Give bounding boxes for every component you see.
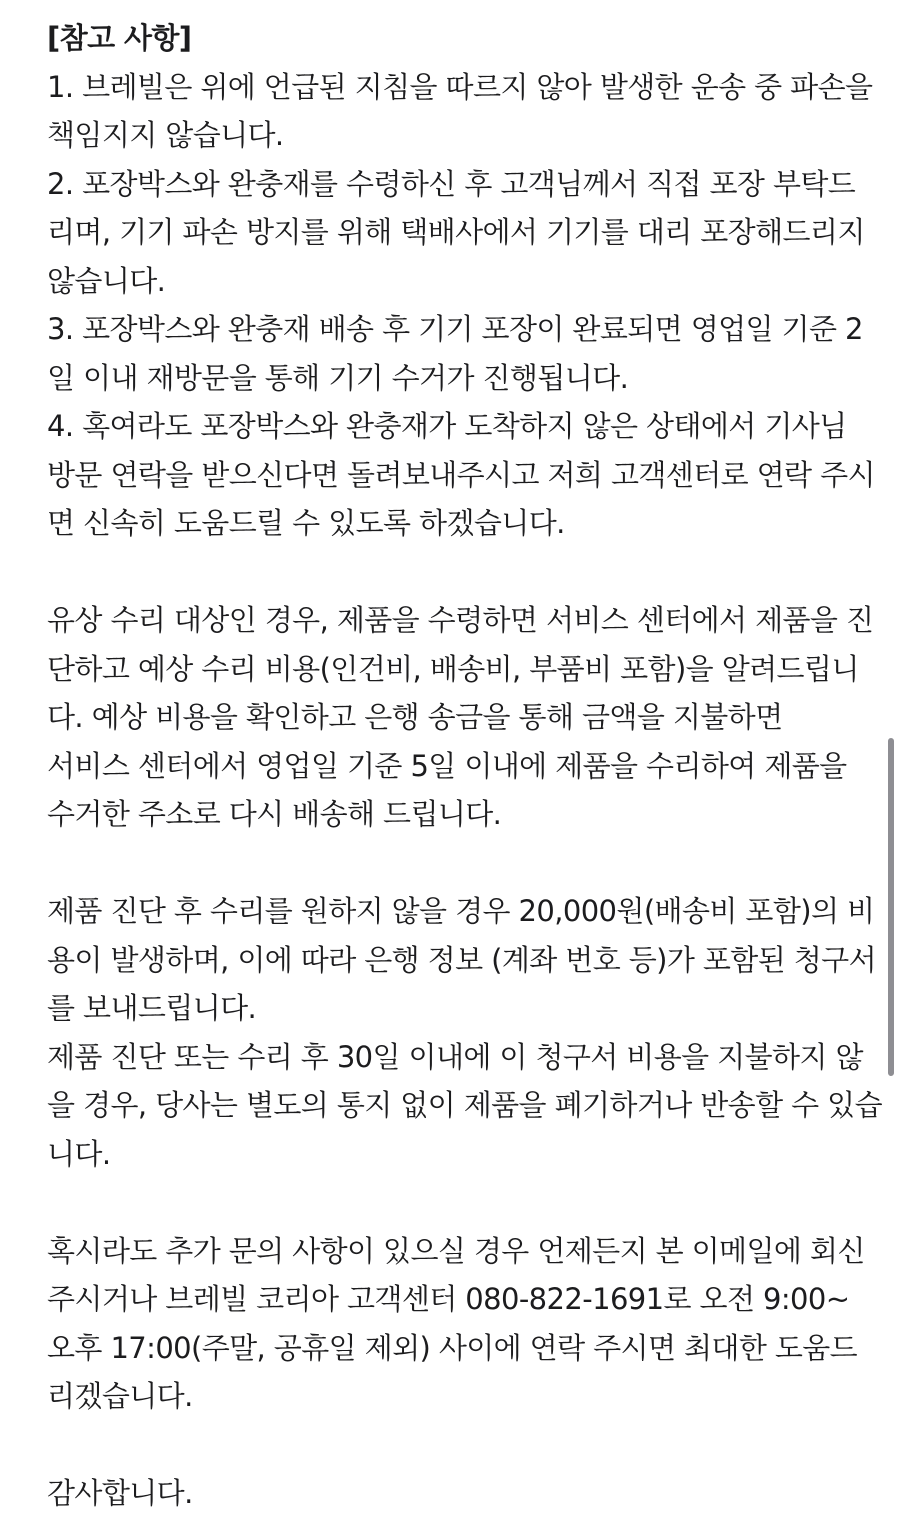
paragraph-spacer bbox=[47, 839, 857, 888]
text-line: 리며, 기기 파손 방지를 위해 택배사에서 기기를 대리 포장해드리지 bbox=[47, 215, 865, 249]
text-line: 을 경우, 당사는 별도의 통지 없이 제품을 폐기하거나 반송할 수 있습 bbox=[47, 1088, 882, 1122]
notes-heading: [참고 사항] bbox=[47, 21, 192, 55]
scrollbar-thumb[interactable] bbox=[888, 738, 894, 1076]
note-item-2 bbox=[47, 160, 865, 306]
closing-text: 감사합니다. bbox=[47, 1476, 193, 1510]
text-line: 유상 수리 대상인 경우, 제품을 수령하면 서비스 센터에서 제품을 진 bbox=[47, 603, 874, 637]
notes-section bbox=[47, 14, 875, 548]
text-line: 오후 17:00(주말, 공휴일 제외) 사이에 연락 주시면 최대한 도움드 bbox=[47, 1330, 858, 1365]
note-item-1 bbox=[47, 63, 873, 160]
text-line: 리겠습니다. bbox=[47, 1379, 193, 1413]
text-line: 1. 브레빌은 위에 언급된 지침을 따르지 않아 발생한 운송 중 파손을 bbox=[47, 69, 873, 104]
text-line: 서비스 센터에서 영업일 기준 5일 이내에 제품을 수리하여 제품을 bbox=[47, 748, 847, 783]
text-line: 면 신속히 도움드릴 수 있도록 하겠습니다. bbox=[47, 506, 565, 540]
text-line: 책임지지 않습니다. bbox=[47, 118, 284, 152]
text-line: 3. 포장박스와 완충재 배송 후 기기 포장이 완료되면 영업일 기준 2 bbox=[47, 312, 863, 346]
paid-repair-paragraph bbox=[47, 596, 874, 839]
text-line: 2. 포장박스와 완충재를 수령하신 후 고객님께서 직접 포장 부탁드 bbox=[47, 166, 856, 201]
paragraph-spacer bbox=[47, 1178, 857, 1227]
text-line: 용이 발생하며, 이에 따라 은행 정보 (계좌 번호 등)가 포함된 청구서 bbox=[47, 942, 876, 977]
text-line: 단하고 예상 수리 비용(인건비, 배송비, 부품비 포함)을 알려드립니 bbox=[47, 651, 859, 686]
no-repair-paragraph bbox=[47, 887, 882, 1178]
email-body bbox=[47, 14, 882, 1518]
paragraph-spacer bbox=[47, 1421, 857, 1470]
text-line: 혹시라도 추가 문의 사항이 있으실 경우 언제든지 본 이메일에 회신 bbox=[47, 1233, 865, 1268]
vertical-scrollbar[interactable] bbox=[888, 0, 896, 1507]
text-line: 방문 연락을 받으신다면 돌려보내주시고 저희 고객센터로 연락 주시 bbox=[47, 457, 875, 492]
contact-paragraph bbox=[47, 1227, 865, 1421]
text-line: 않습니다. bbox=[47, 263, 166, 298]
note-item-4 bbox=[47, 402, 875, 548]
paragraph-spacer bbox=[47, 548, 857, 597]
text-line: 다. 예상 비용을 확인하고 은행 송금을 통해 금액을 지불하면 bbox=[47, 700, 783, 734]
text-line: 제품 진단 후 수리를 원하지 않을 경우 20,000원(배송비 포함)의 비 bbox=[47, 894, 875, 928]
text-line: 제품 진단 또는 수리 후 30일 이내에 이 청구서 비용을 지불하지 않 bbox=[47, 1039, 863, 1074]
text-line: 4. 혹여라도 포장박스와 완충재가 도착하지 않은 상태에서 기사님 bbox=[47, 409, 847, 443]
text-line: 니다. bbox=[47, 1136, 111, 1171]
text-line: 를 보내드립니다. bbox=[47, 991, 257, 1025]
text-line: 주시거나 브레빌 코리아 고객센터 080-822-1691로 오전 9:00~ bbox=[47, 1282, 850, 1316]
text-line: 수거한 주소로 다시 배송해 드립니다. bbox=[47, 797, 502, 831]
text-line: 일 이내 재방문을 통해 기기 수거가 진행됩니다. bbox=[47, 360, 629, 395]
note-item-3 bbox=[47, 305, 863, 402]
